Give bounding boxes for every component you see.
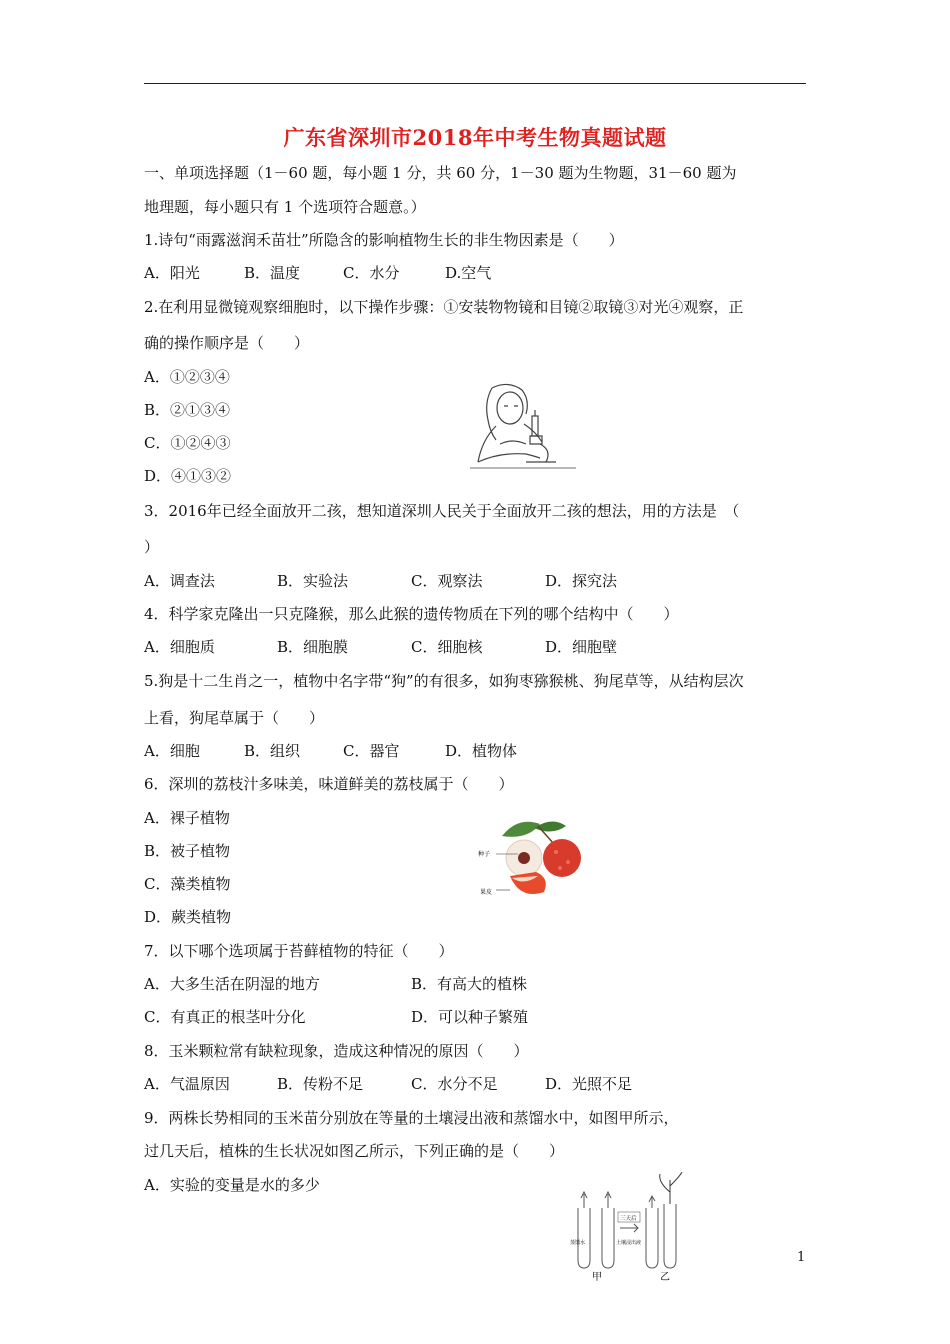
q2-stem-line1: 2.在利用显微镜观察细胞时，以下操作步骤：①安装物物镜和目镜②取镜③对光④观察，正	[144, 298, 744, 316]
q2-option-c: C．①②④③	[144, 434, 231, 452]
q5-option-d: D．植物体	[445, 742, 518, 760]
q9-stem-line2: 过几天后，植株的生长状况如图乙所示，下列正确的是（ ）	[144, 1142, 565, 1160]
header-rule	[144, 83, 806, 84]
q4-option-a: A．细胞质	[144, 638, 215, 656]
three-days-label: 三天后	[620, 1216, 637, 1222]
q7-option-b: B．有高大的植株	[411, 975, 528, 993]
q5-option-c: C．器官	[343, 742, 400, 760]
q3-option-b: B．实验法	[277, 572, 349, 590]
figure-jia-label: 甲	[592, 1272, 602, 1282]
q3-option-d: D．探究法	[545, 572, 618, 590]
q3-stem-line1: 3．2016年已经全面放开二孩，想知道深圳人民关于全面放开二孩的想法，用的方法是 （	[144, 502, 740, 520]
q2-option-a: A．①②③④	[144, 368, 230, 386]
q9-option-a: A．实验的变量是水的多少	[144, 1176, 320, 1194]
q1-option-b: B．温度	[244, 264, 301, 282]
q4-option-d: D．细胞壁	[545, 638, 618, 656]
q8-option-d: D．光照不足	[545, 1075, 633, 1093]
q4-stem: 4．科学家克隆出一只克隆猴，那么此猴的遗传物质在下列的哪个结构中（ ）	[144, 605, 679, 623]
q1-stem: 1.诗句“雨露滋润禾苗壮”所隐含的影响植物生长的非生物因素是（ ）	[144, 231, 624, 249]
q3-stem-line2: ）	[144, 538, 160, 556]
corn-seedling-experiment-figure	[570, 1172, 700, 1282]
q9-stem-line1: 9．两株长势相同的玉米苗分别放在等量的土壤浸出液和蒸馏水中，如图甲所示，	[144, 1109, 679, 1127]
q6-stem: 6．深圳的荔枝汁多味美，味道鲜美的荔枝属于（ ）	[144, 775, 514, 793]
section-instructions-line2: 地理题，每小题只有 1 个选项符合题意。）	[144, 198, 426, 216]
q4-option-c: C．细胞核	[411, 638, 483, 656]
soil-extract-label: 土壤浸出液	[616, 1240, 642, 1246]
q1-option-c: C．水分	[343, 264, 400, 282]
q5-option-a: A．细胞	[144, 742, 200, 760]
q7-stem: 7．以下哪个选项属于苔藓植物的特征（ ）	[144, 942, 454, 960]
q2-option-b: B．②①③④	[144, 401, 231, 419]
q3-option-c: C．观察法	[411, 572, 483, 590]
q6-option-d: D．蕨类植物	[144, 908, 232, 926]
lychee-peel-label: 果皮	[480, 889, 493, 896]
q7-option-c: C．有真正的根茎叶分化	[144, 1008, 306, 1026]
q6-option-b: B．被子植物	[144, 842, 231, 860]
q6-option-a: A．裸子植物	[144, 809, 230, 827]
q7-option-a: A．大多生活在阴湿的地方	[144, 975, 320, 993]
lychee-figure	[478, 814, 590, 904]
q3-option-a: A．调查法	[144, 572, 215, 590]
q5-option-b: B．组织	[244, 742, 301, 760]
q8-option-b: B．传粉不足	[277, 1075, 364, 1093]
q8-stem: 8．玉米颗粒常有缺粒现象，造成这种情况的原因（ ）	[144, 1042, 529, 1060]
q8-option-a: A．气温原因	[144, 1075, 230, 1093]
q2-stem-line2: 确的操作顺序是（ ）	[144, 334, 310, 352]
q1-option-d: D.空气	[445, 264, 492, 282]
q2-option-d: D．④①③②	[144, 467, 232, 485]
q6-option-c: C．藻类植物	[144, 875, 231, 893]
page-title: 广东省深圳市2018年中考生物真题试题	[283, 125, 667, 150]
q4-option-b: B．细胞膜	[277, 638, 349, 656]
q1-option-a: A．阳光	[144, 264, 200, 282]
q5-stem-line2: 上看，狗尾草属于（ ）	[144, 709, 325, 727]
microscope-student-figure	[470, 380, 580, 472]
q5-stem-line1: 5.狗是十二生肖之一，植物中名字带“狗”的有很多，如狗枣猕猴桃、狗尾草等，从结构层次	[144, 672, 744, 690]
distilled-water-label: 蒸馏水	[570, 1240, 586, 1246]
q7-option-d: D．可以种子繁殖	[411, 1008, 529, 1026]
figure-yi-label: 乙	[660, 1272, 670, 1282]
q8-option-c: C．水分不足	[411, 1075, 498, 1093]
page-number: 1	[797, 1250, 806, 1265]
section-instructions-line1: 一、单项选择题（1－60 题，每小题 1 分，共 60 分，1－30 题为生物题，31－60 题为	[144, 164, 737, 182]
lychee-seed-label: 种子	[478, 851, 491, 858]
